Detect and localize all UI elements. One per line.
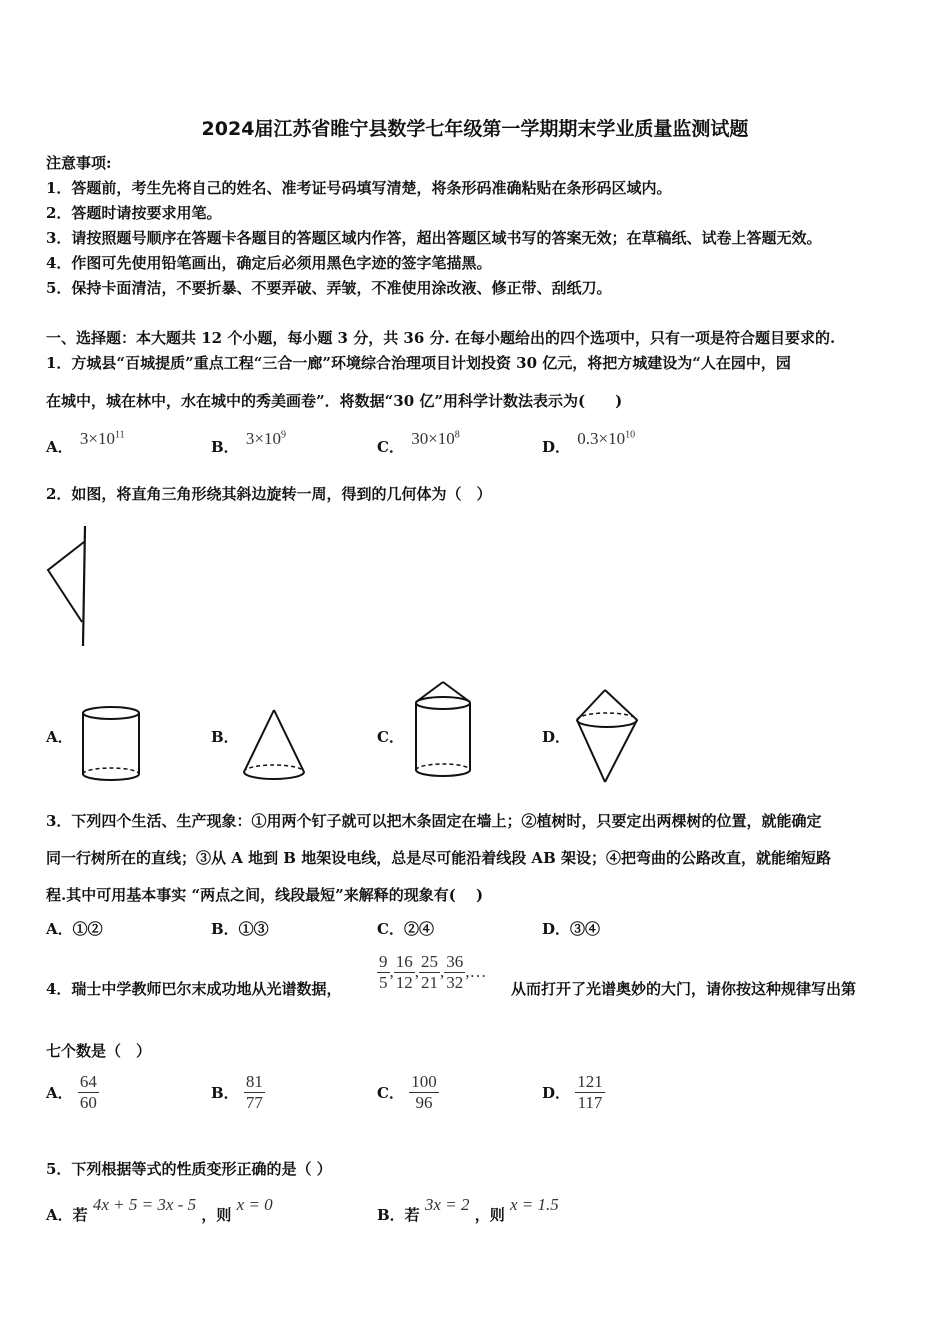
option-label: D． [542, 1084, 571, 1102]
option-exponent: 11 [114, 429, 125, 441]
q1-option-a[interactable] [46, 429, 125, 457]
q3-text-line3: 程.其中可用基本事实 “两点之间，线段最短”来解释的现象有( ) [46, 886, 484, 904]
q2-option-d[interactable]: D． [542, 728, 571, 746]
q2-option-c[interactable]: C． [377, 728, 404, 746]
fraction: $\frac{9}{5}$ [379, 952, 388, 992]
q3-option-b[interactable]: B．①③ [211, 920, 269, 938]
option-value: 3×10 [79, 429, 115, 448]
q5-option-b[interactable] [377, 1195, 559, 1225]
cylinder-shape[interactable] [80, 704, 142, 782]
option-exponent: 8 [454, 429, 460, 441]
q3-text-line2: 同一行树所在的直线；③从 A 地到 B 地架设电线，总是尽可能沿着线段 AB 架设；④把弯曲的公路改直，就能缩短路 [46, 849, 831, 867]
q1-text-line1: 1．方城县“百城提质”重点工程“三合一廊”环境综合治理项目计划投资 30 亿元，将把方城建设为“人在园中，园 [46, 354, 791, 372]
q5-text: 5．下列根据等式的性质变形正确的是（ ） [46, 1160, 332, 1178]
then-text: ，则 [201, 1206, 232, 1224]
cone-shape[interactable] [241, 708, 307, 782]
q3-option-a[interactable]: A．①② [46, 920, 103, 938]
option-label: C． [377, 438, 404, 456]
option-label: A． [46, 438, 73, 456]
q1-option-d[interactable] [542, 429, 636, 457]
option-exponent: 9 [281, 429, 287, 441]
double-cone-shape[interactable] [574, 688, 640, 786]
fraction: $\frac{16}{12}$ [395, 952, 413, 992]
option-label: D． [542, 438, 571, 456]
equation-result: x = 0 [236, 1195, 273, 1214]
q3-text-line1: 3．下列四个生活、生产现象：①用两个钉子就可以把木条固定在墙上；②植树时，只要定出两棵树的位置，就能确定 [46, 812, 822, 830]
q2-triangle-figure [44, 524, 94, 650]
q1-option-c[interactable] [377, 429, 460, 457]
q2-option-a[interactable]: A． [46, 728, 73, 746]
option-label: A．若 [46, 1206, 88, 1224]
notice-item: 4．作图可先使用铅笔画出，确定后必须用黑色字迹的签字笔描黑。 [46, 254, 492, 272]
q4-text-before: 4．瑞士中学教师巴尔末成功地从光谱数据， [46, 980, 342, 998]
ellipsis: ,… [465, 962, 487, 981]
cone-on-cylinder-shape[interactable] [412, 680, 474, 780]
q1-text-line2: 在城中，城在林中，水在城中的秀美画卷”．将数据“30 亿”用科学计数法表示为( ) [46, 392, 623, 410]
fraction: $\frac{100}{96}$ [411, 1072, 437, 1112]
notice-item: 3．请按照题号顺序在答题卡各题目的答题区域内作答，超出答题区域书写的答案无效；在草稿纸、试卷上答题无效。 [46, 229, 822, 247]
q4-option-c[interactable] [377, 1072, 439, 1113]
fraction: $\frac{25}{21}$ [421, 952, 438, 992]
q4-text-after: 从而打开了光谱奥妙的大门，请你按这种规律写出第 [511, 980, 857, 998]
notice-heading: 注意事项: [46, 154, 112, 172]
q4-text-line2: 七个数是（ ） [46, 1042, 152, 1060]
fraction: $\frac{81}{77}$ [245, 1072, 263, 1112]
q3-option-c[interactable]: C．②④ [377, 920, 434, 938]
option-exponent: 10 [625, 429, 636, 441]
q4-option-d[interactable] [542, 1072, 605, 1113]
q5-option-a[interactable] [46, 1195, 273, 1225]
equation: 4x + 5 = 3x - 5 [92, 1195, 197, 1214]
option-value: 3×10 [245, 429, 282, 448]
section-heading: 一、选择题：本大题共 12 个小题，每小题 3 分，共 36 分. 在每小题给出的四个选项中，只有一项是符合题目要求的. [46, 329, 836, 347]
equation: 3x = 2 [424, 1195, 470, 1214]
fraction: $\frac{121}{117}$ [577, 1072, 603, 1112]
option-label: B． [211, 438, 239, 456]
q4-sequence: $\frac{9}{5}$ , $\frac{16}{12}$ , $\frac{25}{21}$ , $\frac{36}{32}$ ,… [379, 952, 487, 992]
then-text: ，则 [474, 1206, 505, 1224]
notice-item: 5．保持卡面清洁，不要折暴、不要弄破、弄皱，不准使用涂改液、修正带、刮纸刀。 [46, 279, 612, 297]
fraction: $\frac{64}{60}$ [79, 1072, 97, 1112]
option-value: 30×10 [411, 429, 455, 448]
option-label: B． [211, 1084, 239, 1102]
notice-item: 1．答题前，考生先将自己的姓名、准考证号码填写清楚，将条形码准确粘贴在条形码区域内。 [46, 179, 672, 197]
q2-text: 2．如图，将直角三角形绕其斜边旋转一周，得到的几何体为（ ） [46, 485, 492, 503]
option-label: C． [377, 1084, 404, 1102]
q4-option-b[interactable] [211, 1072, 265, 1113]
equation-result: x = 1.5 [509, 1195, 559, 1214]
q3-option-d[interactable]: D．③④ [542, 920, 601, 938]
q4-option-a[interactable] [46, 1072, 99, 1113]
option-value: 0.3×10 [577, 429, 626, 448]
page-title: 2024届江苏省睢宁县数学七年级第一学期期末学业质量监测试题 [201, 118, 749, 140]
q2-option-b[interactable]: B． [211, 728, 239, 746]
option-label: A． [46, 1084, 73, 1102]
option-label: B．若 [377, 1206, 420, 1224]
fraction: $\frac{36}{32}$ [446, 952, 464, 992]
notice-item: 2．答题时请按要求用笔。 [46, 204, 222, 222]
q1-option-b[interactable] [211, 429, 287, 457]
